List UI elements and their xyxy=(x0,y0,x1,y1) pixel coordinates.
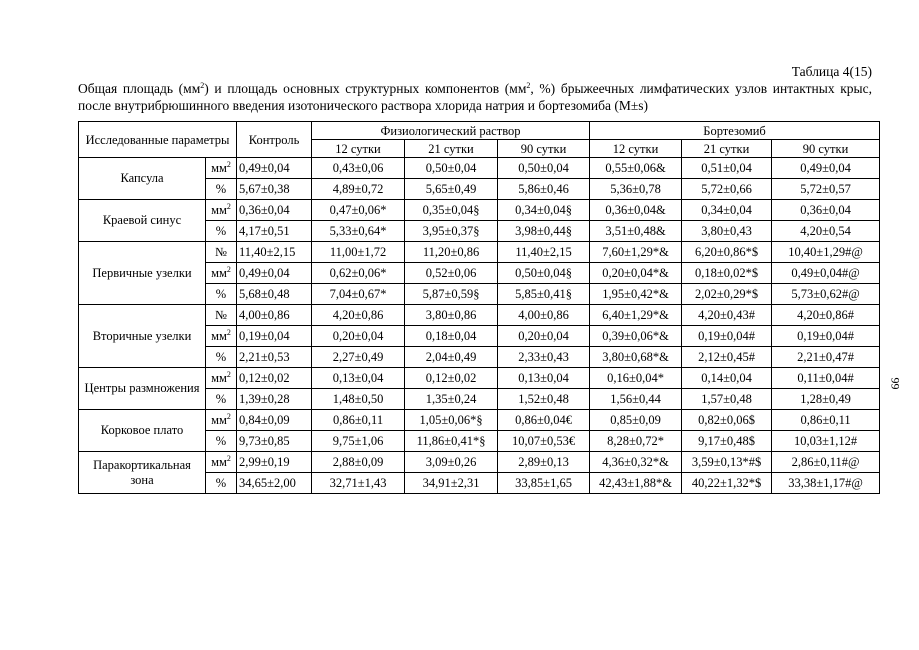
value-cell: 0,84±0,09 xyxy=(237,410,312,431)
value-cell: 2,02±0,29*$ xyxy=(682,284,772,305)
value-cell: 5,87±0,59§ xyxy=(405,284,498,305)
value-cell: 33,38±1,17#@ xyxy=(772,473,880,494)
value-cell: 42,43±1,88*& xyxy=(590,473,682,494)
table-number: Таблица 4(15) xyxy=(791,64,872,79)
value-cell: 0,39±0,06*& xyxy=(590,326,682,347)
value-cell: 0,62±0,06* xyxy=(312,263,405,284)
value-cell: 1,48±0,50 xyxy=(312,389,405,410)
value-cell: 0,50±0,04 xyxy=(498,158,590,179)
table-row xyxy=(79,452,880,473)
value-cell: 0,19±0,04 xyxy=(237,326,312,347)
value-cell: 0,49±0,04 xyxy=(237,263,312,284)
value-cell: 4,00±0,86 xyxy=(498,305,590,326)
value-cell: 0,18±0,04 xyxy=(405,326,498,347)
header-day: 90 сутки xyxy=(772,140,880,158)
header-day: 21 сутки xyxy=(405,140,498,158)
unit-cell xyxy=(206,242,237,263)
param-name: Корковое плато xyxy=(79,410,206,452)
value-cell: 5,72±0,57 xyxy=(772,179,880,200)
header-group-bortezomib: Бортезомиб xyxy=(590,122,880,140)
unit-label: мм xyxy=(211,203,227,217)
unit-label: № xyxy=(215,308,227,322)
value-cell: 0,43±0,06 xyxy=(312,158,405,179)
value-cell: 1,35±0,24 xyxy=(405,389,498,410)
value-cell: 8,28±0,72* xyxy=(590,431,682,452)
unit-cell xyxy=(206,221,237,242)
value-cell: 0,13±0,04 xyxy=(498,368,590,389)
value-cell: 3,59±0,13*#$ xyxy=(682,452,772,473)
value-cell: 32,71±1,43 xyxy=(312,473,405,494)
header-control: Контроль xyxy=(237,122,312,158)
value-cell: 11,40±2,15 xyxy=(498,242,590,263)
value-cell: 0,86±0,11 xyxy=(772,410,880,431)
value-cell: 2,99±0,19 xyxy=(237,452,312,473)
value-cell: 0,34±0,04§ xyxy=(498,200,590,221)
value-cell: 9,17±0,48$ xyxy=(682,431,772,452)
value-cell: 3,80±0,86 xyxy=(405,305,498,326)
header-day: 90 сутки xyxy=(498,140,590,158)
value-cell: 7,60±1,29*& xyxy=(590,242,682,263)
unit-cell xyxy=(206,158,237,179)
value-cell: 0,50±0,04 xyxy=(405,158,498,179)
value-cell: 6,20±0,86*$ xyxy=(682,242,772,263)
unit-cell xyxy=(206,410,237,431)
unit-superscript: 2 xyxy=(226,265,231,274)
value-cell: 10,40±1,29#@ xyxy=(772,242,880,263)
unit-label: мм xyxy=(211,371,227,385)
value-cell: 0,36±0,04 xyxy=(237,200,312,221)
unit-superscript: 2 xyxy=(226,202,231,211)
table-caption: Общая площадь $(мм^2)$ и площадь основных структурных компонентов ($мм^2$, %) брыжеечных лимфатических узлов интактных крыс, после внутрибрюшинного введения изотонического раствора хлорида натрия и бортезомиба (M±s) xyxy=(78,81,872,113)
value-cell: 0,49±0,04#@ xyxy=(772,263,880,284)
unit-label: % xyxy=(215,287,227,301)
value-cell: 33,85±1,65 xyxy=(498,473,590,494)
value-cell: 10,03±1,12# xyxy=(772,431,880,452)
value-cell: 5,72±0,66 xyxy=(682,179,772,200)
header-group-saline: Физиологический раствор xyxy=(312,122,590,140)
unit-label: мм xyxy=(211,329,227,343)
value-cell: 0,16±0,04* xyxy=(590,368,682,389)
value-cell: 4,20±0,43# xyxy=(682,305,772,326)
param-name: Краевой синус xyxy=(79,200,206,242)
value-cell: 2,12±0,45# xyxy=(682,347,772,368)
table-row xyxy=(79,200,880,221)
unit-label: % xyxy=(215,434,227,448)
value-cell: 0,19±0,04# xyxy=(682,326,772,347)
unit-label: мм xyxy=(211,455,227,469)
value-cell: 11,86±0,41*§ xyxy=(405,431,498,452)
table-row xyxy=(79,305,880,326)
value-cell: 0,35±0,04§ xyxy=(405,200,498,221)
value-cell: 5,73±0,62#@ xyxy=(772,284,880,305)
value-cell: 5,86±0,46 xyxy=(498,179,590,200)
unit-label: % xyxy=(215,182,227,196)
value-cell: 0,47±0,06* xyxy=(312,200,405,221)
value-cell: 2,88±0,09 xyxy=(312,452,405,473)
value-cell: 1,39±0,28 xyxy=(237,389,312,410)
value-cell: 3,51±0,48& xyxy=(590,221,682,242)
unit-superscript: 2 xyxy=(226,412,231,421)
value-cell: 34,91±2,31 xyxy=(405,473,498,494)
header-day: 12 сутки xyxy=(312,140,405,158)
unit-cell xyxy=(206,179,237,200)
unit-superscript: 2 xyxy=(226,160,231,169)
unit-cell xyxy=(206,347,237,368)
value-cell: 0,19±0,04# xyxy=(772,326,880,347)
unit-label: мм xyxy=(211,161,227,175)
value-cell: 4,20±0,54 xyxy=(772,221,880,242)
value-cell: 9,75±1,06 xyxy=(312,431,405,452)
param-name: Центры размножения xyxy=(79,368,206,410)
value-cell: 7,04±0,67* xyxy=(312,284,405,305)
param-name: Капсула xyxy=(79,158,206,200)
value-cell: 0,11±0,04# xyxy=(772,368,880,389)
table-row xyxy=(79,242,880,263)
value-cell: 0,36±0,04& xyxy=(590,200,682,221)
value-cell: 1,28±0,49 xyxy=(772,389,880,410)
value-cell: 4,17±0,51 xyxy=(237,221,312,242)
page-number: 99 xyxy=(888,377,903,390)
unit-cell xyxy=(206,305,237,326)
value-cell: 0,20±0,04 xyxy=(498,326,590,347)
value-cell: 2,33±0,43 xyxy=(498,347,590,368)
value-cell: 0,52±0,06 xyxy=(405,263,498,284)
value-cell: 3,80±0,68*& xyxy=(590,347,682,368)
unit-label: мм xyxy=(211,413,227,427)
value-cell: 0,34±0,04 xyxy=(682,200,772,221)
value-cell: 4,20±0,86 xyxy=(312,305,405,326)
data-table xyxy=(78,121,880,494)
value-cell: 0,51±0,04 xyxy=(682,158,772,179)
unit-superscript: 2 xyxy=(226,370,231,379)
unit-cell xyxy=(206,200,237,221)
value-cell: 1,57±0,48 xyxy=(682,389,772,410)
header-day: 21 сутки xyxy=(682,140,772,158)
value-cell: 0,20±0,04 xyxy=(312,326,405,347)
value-cell: 4,20±0,86# xyxy=(772,305,880,326)
value-cell: 0,55±0,06& xyxy=(590,158,682,179)
value-cell: 1,56±0,44 xyxy=(590,389,682,410)
value-cell: 3,98±0,44§ xyxy=(498,221,590,242)
value-cell: 5,68±0,48 xyxy=(237,284,312,305)
value-cell: 3,80±0,43 xyxy=(682,221,772,242)
table-row xyxy=(79,158,880,179)
value-cell: 5,67±0,38 xyxy=(237,179,312,200)
value-cell: 5,65±0,49 xyxy=(405,179,498,200)
value-cell: 3,95±0,37§ xyxy=(405,221,498,242)
unit-cell xyxy=(206,368,237,389)
value-cell: 0,13±0,04 xyxy=(312,368,405,389)
value-cell: 0,86±0,11 xyxy=(312,410,405,431)
value-cell: 0,12±0,02 xyxy=(405,368,498,389)
unit-superscript: 2 xyxy=(226,328,231,337)
param-name: Вторичные узелки xyxy=(79,305,206,368)
header-day: 12 сутки xyxy=(590,140,682,158)
unit-cell xyxy=(206,473,237,494)
unit-superscript: 2 xyxy=(226,454,231,463)
value-cell: 0,50±0,04§ xyxy=(498,263,590,284)
value-cell: 0,36±0,04 xyxy=(772,200,880,221)
value-cell: 2,86±0,11#@ xyxy=(772,452,880,473)
value-cell: 2,21±0,53 xyxy=(237,347,312,368)
unit-label: % xyxy=(215,224,227,238)
unit-cell xyxy=(206,263,237,284)
value-cell: 9,73±0,85 xyxy=(237,431,312,452)
value-cell: 2,89±0,13 xyxy=(498,452,590,473)
value-cell: 5,33±0,64* xyxy=(312,221,405,242)
unit-label: % xyxy=(215,392,227,406)
value-cell: 5,85±0,41§ xyxy=(498,284,590,305)
value-cell: 6,40±1,29*& xyxy=(590,305,682,326)
value-cell: 3,09±0,26 xyxy=(405,452,498,473)
value-cell: 0,49±0,04 xyxy=(772,158,880,179)
value-cell: 40,22±1,32*$ xyxy=(682,473,772,494)
value-cell: 0,12±0,02 xyxy=(237,368,312,389)
value-cell: 2,21±0,47# xyxy=(772,347,880,368)
unit-cell xyxy=(206,452,237,473)
value-cell: 4,36±0,32*& xyxy=(590,452,682,473)
value-cell: 0,18±0,02*$ xyxy=(682,263,772,284)
value-cell: 0,49±0,04 xyxy=(237,158,312,179)
value-cell: 0,85±0,09 xyxy=(590,410,682,431)
value-cell: 0,14±0,04 xyxy=(682,368,772,389)
value-cell: 0,86±0,04€ xyxy=(498,410,590,431)
table-row xyxy=(79,410,880,431)
value-cell: 1,95±0,42*& xyxy=(590,284,682,305)
value-cell: 2,04±0,49 xyxy=(405,347,498,368)
value-cell: 5,36±0,78 xyxy=(590,179,682,200)
unit-label: № xyxy=(215,245,227,259)
value-cell: 1,05±0,06*§ xyxy=(405,410,498,431)
value-cell: 34,65±2,00 xyxy=(237,473,312,494)
value-cell: 1,52±0,48 xyxy=(498,389,590,410)
header-params: Исследованные параметры xyxy=(79,122,237,158)
value-cell: 4,89±0,72 xyxy=(312,179,405,200)
table-row xyxy=(79,368,880,389)
value-cell: 10,07±0,53€ xyxy=(498,431,590,452)
value-cell: 0,82±0,06$ xyxy=(682,410,772,431)
value-cell: 11,40±2,15 xyxy=(237,242,312,263)
value-cell: 0,20±0,04*& xyxy=(590,263,682,284)
value-cell: 2,27±0,49 xyxy=(312,347,405,368)
value-cell: 11,00±1,72 xyxy=(312,242,405,263)
param-name: Паракортикальная зона xyxy=(79,452,206,494)
unit-label: % xyxy=(215,476,227,490)
value-cell: 11,20±0,86 xyxy=(405,242,498,263)
param-name: Первичные узелки xyxy=(79,242,206,305)
unit-cell xyxy=(206,326,237,347)
unit-label: мм xyxy=(211,266,227,280)
unit-cell xyxy=(206,431,237,452)
unit-cell xyxy=(206,284,237,305)
unit-label: % xyxy=(215,350,227,364)
header-row-groups xyxy=(79,122,880,140)
value-cell: 4,00±0,86 xyxy=(237,305,312,326)
unit-cell xyxy=(206,389,237,410)
